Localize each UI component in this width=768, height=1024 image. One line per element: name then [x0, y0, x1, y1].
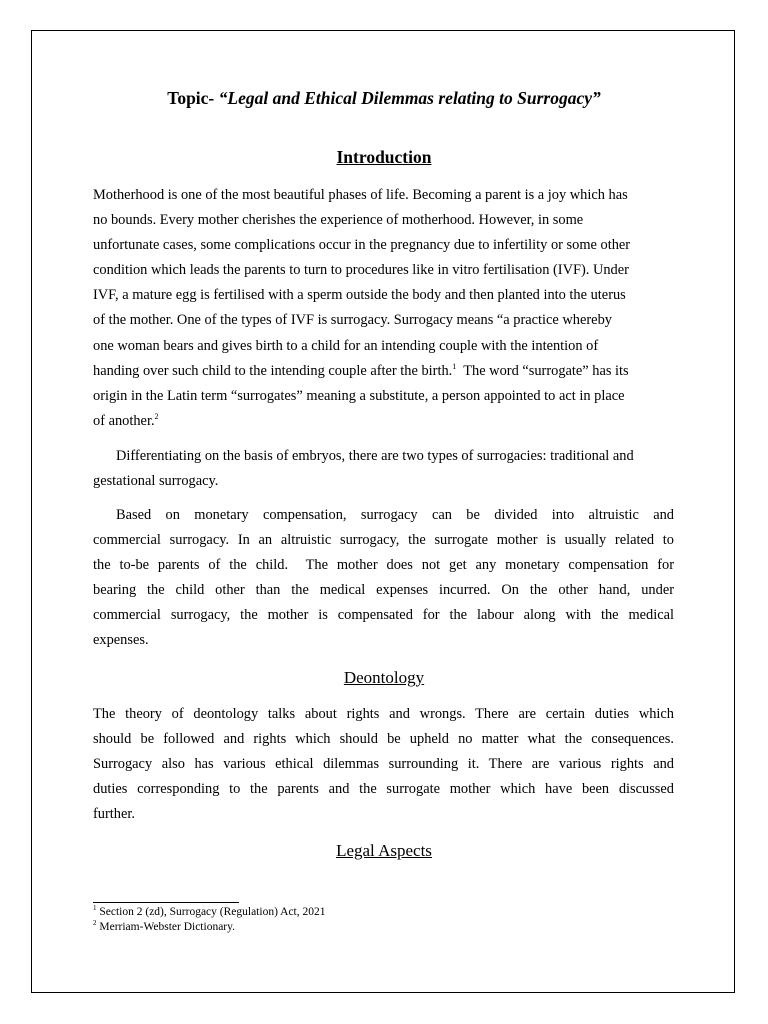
paragraph-line: [93, 359, 674, 384]
paragraph-line: one woman bears and gives birth to a child for an intending couple with the intention of: [93, 337, 599, 354]
paragraph-line: IVF, a mature egg is fertilised with a sperm outside the body and then planted into the uterus: [93, 287, 626, 304]
paragraph-line: commercial surrogacy, the mother is compensated for the labour along with the medical: [93, 607, 674, 624]
paragraph-line: of the mother. One of the types of IVF is surrogacy. Surrogacy means “a practice whereby: [93, 312, 612, 329]
paragraph-monetary: [93, 503, 674, 654]
heading-introduction: Introduction: [336, 147, 432, 167]
footnote-ref-2[interactable]: 2: [154, 412, 159, 422]
paragraph-line: origin in the Latin term “surrogates” meaning a substitute, a person appointed to act in place: [93, 387, 625, 404]
paragraph-line: gestational surrogacy.: [93, 473, 219, 490]
footnote-2: [93, 920, 326, 935]
paragraph-line: bearing the child other than the medical expenses incurred. On the other hand, under: [93, 582, 674, 599]
paragraph-introduction: [93, 183, 674, 434]
paragraph-line: Motherhood is one of the most beautiful phases of life. Becoming a parent is a joy which has: [93, 187, 628, 203]
paragraph-line: further.: [93, 806, 135, 823]
paragraph-line: the to-be parents of the child. The mother does not get any monetary compensation for: [93, 557, 674, 574]
footnote-ref-1[interactable]: 1: [452, 361, 457, 371]
line-text: handing over such child to the intending couple after the birth.: [93, 362, 453, 379]
paragraph-line: unfortunate cases, some complications occur in the pregnancy due to infertility or some other: [93, 237, 631, 254]
footnote-text: Merriam-Webster Dictionary.: [96, 921, 236, 933]
paragraph-line: Based on monetary compensation, surrogacy can be divided into altruistic and: [116, 507, 674, 523]
title-topic: “Legal and Ethical Dilemmas relating to Surrogacy”: [218, 88, 601, 108]
paragraph-deontology: [93, 702, 674, 827]
paragraph-line: [93, 409, 674, 434]
paragraph-line: condition which leads the parents to turn to procedures like in vitro fertilisation (IVF). Under: [93, 262, 629, 279]
paragraph-line: Surrogacy also has various ethical dilemmas surrounding it. There are various rights and: [93, 756, 674, 773]
page-title: [0, 87, 768, 109]
paragraph-line: duties corresponding to the parents and the surrogate mother which have been discussed: [93, 781, 674, 798]
paragraph-line: no bounds. Every mother cherishes the experience of motherhood. However, in some: [93, 212, 584, 229]
title-prefix: Topic-: [167, 88, 219, 108]
paragraph-line: The theory of deontology talks about rights and wrongs. There are certain duties which: [93, 706, 674, 722]
paragraph-embryos: [93, 444, 674, 494]
paragraph-line: expenses.: [93, 632, 149, 649]
paragraph-line: should be followed and rights which should be upheld no matter what the consequences.: [93, 731, 674, 748]
footnote-text: Section 2 (zd), Surrogacy (Regulation) Act, 2021: [96, 906, 326, 918]
footnote-separator: [93, 902, 239, 903]
heading-legal-aspects: Legal Aspects: [336, 841, 432, 860]
heading-deontology: Deontology: [343, 668, 425, 687]
line-text: of another.: [93, 412, 155, 429]
paragraph-line: commercial surrogacy. In an altruistic surrogacy, the surrogate mother is usually related to: [93, 532, 674, 549]
paragraph-line: Differentiating on the basis of embryos, there are two types of surrogacies: traditional and: [116, 448, 634, 464]
footnote-mark: 2: [93, 919, 97, 928]
footnotes: [93, 905, 326, 935]
line-text: The word “surrogate” has its: [456, 362, 629, 379]
footnote-1: [93, 905, 326, 920]
footnote-mark: 1: [93, 904, 97, 913]
